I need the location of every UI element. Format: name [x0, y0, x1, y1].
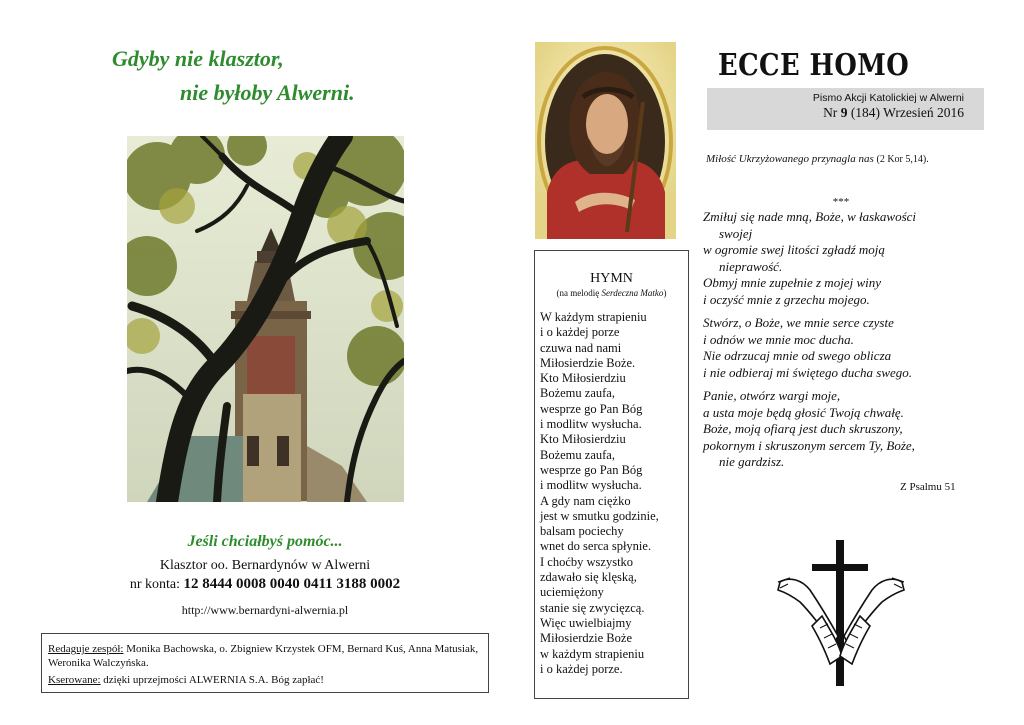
psalm-line: nieprawość.	[719, 258, 783, 274]
psalm-line: Boże, moją ofiarą jest duch skruszony,	[703, 421, 903, 436]
newsletter-title: ECCE HOMO	[718, 48, 910, 83]
hymn-line: Bożemu zaufa,	[540, 447, 615, 462]
hymn-line: balsam pociechy	[540, 524, 624, 539]
cross-arms-illustration	[776, 538, 906, 688]
hymn-line: A gdy nam ciężko	[540, 493, 631, 508]
hymn-line: wnet do serca spłynie.	[540, 539, 652, 554]
psalm-line: Stwórz, o Boże, we mnie serce czyste	[703, 315, 894, 330]
website-link[interactable]: http://www.bernardyni-alwernia.pl	[181, 603, 349, 617]
hymn-line: i modlitw wysłucha.	[540, 478, 642, 493]
help-heading: Jeśli chciałbyś pomóc...	[187, 533, 343, 550]
hymn-line: I choćby wszystko	[540, 554, 634, 569]
psalm-line: Panie, otwórz wargi moje,	[703, 388, 841, 403]
issue-number: 9	[840, 105, 848, 120]
ecce-homo-icon-image	[535, 42, 676, 239]
issue-header-box	[707, 88, 984, 130]
psalm-source: Z Psalmu 51	[900, 481, 956, 493]
psalm-line: nie gardzisz.	[719, 454, 785, 469]
hymn-line: wesprze go Pan Bóg	[540, 462, 643, 477]
psalm-line: i oczyść mnie z grzechu mojego.	[703, 291, 870, 307]
hymn-line: wesprze go Pan Bóg	[540, 401, 643, 416]
copy-text: dzięki uprzejmości ALWERNIA S.A. Bóg zapłać!	[100, 674, 324, 686]
psalm-line: swojej	[719, 225, 753, 241]
credits-box	[41, 633, 489, 693]
tower-photo-illustration	[127, 136, 404, 502]
hymn-line: Bożemu zaufa,	[540, 386, 615, 401]
account-label: nr konta:	[129, 577, 184, 592]
hymn-line: zdawało się klęską,	[540, 570, 637, 585]
psalm-text	[703, 209, 983, 471]
hymn-lyrics	[540, 310, 683, 677]
hymn-line: Więc uwielbiajmy	[540, 615, 632, 630]
psalm-line: i nie odbieraj mi świętego ducha swego.	[703, 364, 913, 380]
issue-prefix: Nr	[823, 105, 841, 120]
team-label: Redaguje zespół:	[48, 643, 124, 655]
psalm-line: i odnów we mnie moc ducha.	[703, 331, 854, 347]
hymn-line: W każdym strapieniu	[540, 310, 647, 324]
hymn-subtitle-suffix: )	[663, 288, 667, 298]
psalm-line: a usta moje będą głosić Twoją chwałę.	[703, 404, 904, 420]
monastery-tower-photo	[127, 136, 404, 502]
copy-credit	[48, 673, 482, 687]
psalm-line: pokornym i skruszonym sercem Ty, Boże,	[703, 437, 915, 453]
psalm-line: w ogromie swej litości zgładź moją	[703, 242, 885, 257]
hymn-line: jest w smutku godzinie,	[540, 508, 659, 523]
hymn-line: Kto Miłosierdziu	[540, 371, 626, 386]
hymn-line: uciemiężony	[540, 585, 604, 600]
psalm-line: Obmyj mnie zupełnie z mojej winy	[703, 275, 881, 290]
hymn-line: czuwa nad nami	[540, 340, 622, 355]
psalm-line: Nie odrzucaj mnie od swego oblicza	[703, 348, 892, 363]
hymn-line: stanie się zwycięzcą.	[540, 600, 645, 615]
motto-quote	[706, 153, 929, 165]
hymn-line: i o każdej porze	[540, 325, 620, 340]
psalm-line: Zmiłuj się nade mną, Boże, w łaskawości	[703, 209, 917, 224]
section-separator: ***	[832, 196, 850, 208]
newsletter-subtitle: Pismo Akcji Katolickiej w Alwerni	[812, 92, 964, 104]
copy-label: Kserowane:	[48, 674, 101, 686]
hymn-line: i modlitw wysłucha.	[540, 417, 642, 432]
hymn-line: w każdym strapieniu	[540, 646, 645, 661]
motto-reference: (2 Kor 5,14).	[876, 154, 929, 165]
hymn-line: Miłosierdzie Boże	[540, 631, 632, 646]
bank-account	[0, 576, 530, 593]
hymn-tune-name: Serdeczna Matko	[601, 288, 664, 298]
franciscan-cross-icon	[776, 538, 906, 688]
hymn-subtitle	[540, 288, 683, 298]
issue-date: (184) Wrzesień 2016	[847, 105, 964, 120]
hymn-line: Miłosierdzie Boże.	[540, 355, 636, 370]
hymn-line: i o każdej porze.	[540, 661, 623, 676]
slogan-line-1: Gdyby nie klasztor,	[112, 46, 284, 71]
issue-info	[707, 105, 964, 121]
hymn-box	[534, 250, 689, 699]
editorial-team	[48, 642, 482, 670]
motto-text: Miłość Ukrzyżowanego przynagla nas	[706, 153, 877, 165]
team-names: Monika Bachowska, o. Zbigniew Krzystek OFM, Bernard Kuś, Anna Matusiak, Weronika Walczyńska.	[48, 643, 479, 669]
hymn-title: HYMN	[590, 271, 633, 286]
hymn-line: Kto Miłosierdziu	[540, 432, 626, 447]
account-number: 12 8444 0008 0040 0411 3188 0002	[183, 576, 401, 592]
slogan-line-2: nie byłoby Alwerni.	[180, 80, 355, 105]
hymn-subtitle-prefix: (na melodię	[556, 288, 602, 298]
christ-portrait-illustration	[535, 42, 676, 239]
monastery-address: Klasztor oo. Bernardynów w Alwerni	[159, 558, 371, 573]
